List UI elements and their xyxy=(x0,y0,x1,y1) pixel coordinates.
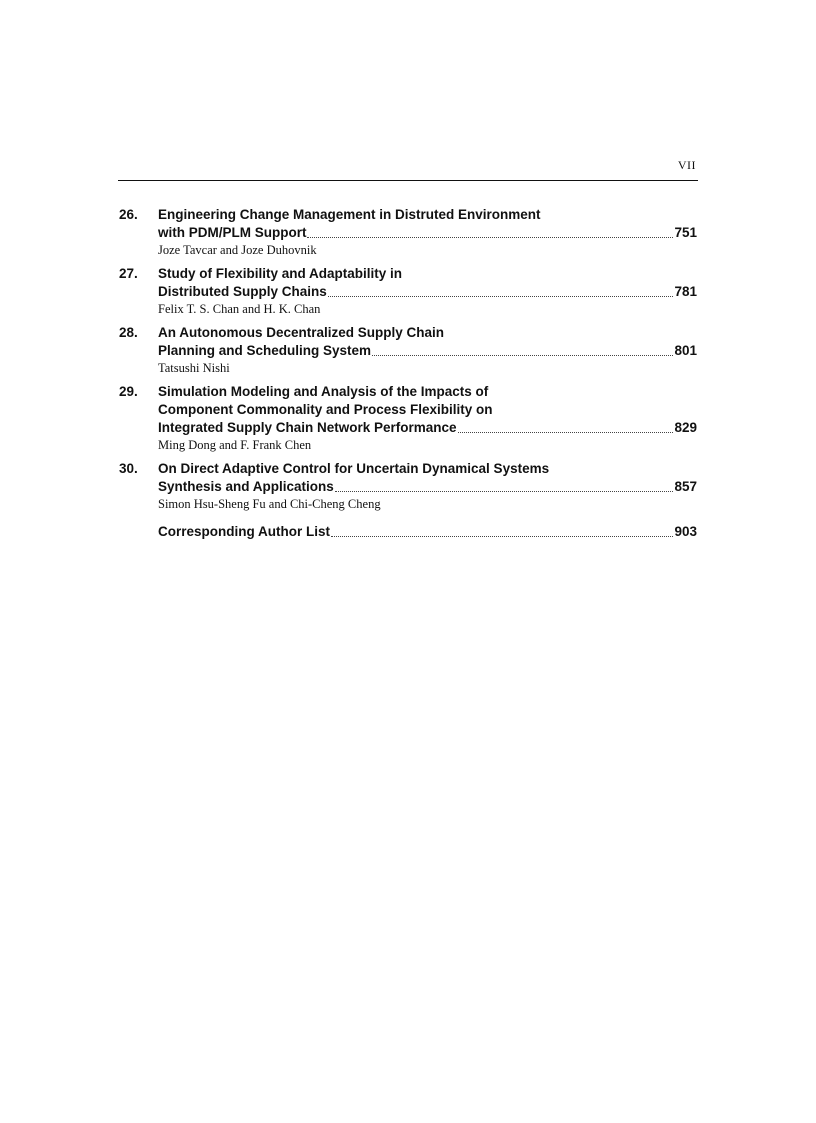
toc-entry[interactable] xyxy=(119,324,697,376)
entry-title-line: Synthesis and Applications xyxy=(158,479,334,494)
dot-leader xyxy=(307,236,673,238)
toc-entry[interactable] xyxy=(119,265,697,317)
entry-page-number: 857 xyxy=(674,479,697,494)
header-rule xyxy=(118,180,698,181)
entry-number: 26. xyxy=(119,207,138,222)
toc-entry[interactable] xyxy=(119,460,697,512)
entry-page-number: 781 xyxy=(674,284,697,299)
entry-title-line: Component Commonality and Process Flexibility on xyxy=(158,402,493,417)
entry-page-number: 829 xyxy=(674,420,697,435)
entry-title-line: Simulation Modeling and Analysis of the Impacts of xyxy=(158,384,489,399)
entry-title-line: with PDM/PLM Support xyxy=(158,225,307,240)
dot-leader xyxy=(328,295,674,297)
entry-title-line: Distributed Supply Chains xyxy=(158,284,327,299)
entry-authors: Joze Tavcar and Joze Duhovnik xyxy=(158,243,317,257)
dot-leader xyxy=(372,354,673,356)
entry-page-number: 751 xyxy=(674,225,697,240)
dot-leader xyxy=(335,490,674,492)
dot-leader xyxy=(458,431,674,433)
entry-number: 29. xyxy=(119,384,138,399)
entry-number: 27. xyxy=(119,266,138,281)
dot-leader xyxy=(331,535,673,537)
entry-authors: Tatsushi Nishi xyxy=(158,361,230,375)
entry-authors: Felix T. S. Chan and H. K. Chan xyxy=(158,302,321,316)
entry-authors: Simon Hsu-Sheng Fu and Chi-Cheng Cheng xyxy=(158,497,381,511)
entry-authors: Ming Dong and F. Frank Chen xyxy=(158,438,312,452)
toc-entry-author-list[interactable] xyxy=(119,523,697,541)
table-of-contents xyxy=(119,206,697,548)
entry-page-number: 903 xyxy=(674,524,697,539)
entry-title-line: On Direct Adaptive Control for Uncertain Dynamical Systems xyxy=(158,461,550,476)
toc-entry[interactable] xyxy=(119,206,697,258)
entry-title-line: Planning and Scheduling System xyxy=(158,343,372,358)
toc-entry[interactable] xyxy=(119,383,697,453)
entry-title-line: Corresponding Author List xyxy=(158,524,330,539)
entry-title-line: Study of Flexibility and Adaptability in xyxy=(158,266,403,281)
entry-title-line: Integrated Supply Chain Network Performance xyxy=(158,420,457,435)
entry-title-line: An Autonomous Decentralized Supply Chain xyxy=(158,325,445,340)
page-number-roman: VII xyxy=(677,158,696,172)
entry-title-line: Engineering Change Management in Distruted Environment xyxy=(158,207,541,222)
entry-number: 28. xyxy=(119,325,138,340)
entry-page-number: 801 xyxy=(674,343,697,358)
entry-number: 30. xyxy=(119,461,138,476)
